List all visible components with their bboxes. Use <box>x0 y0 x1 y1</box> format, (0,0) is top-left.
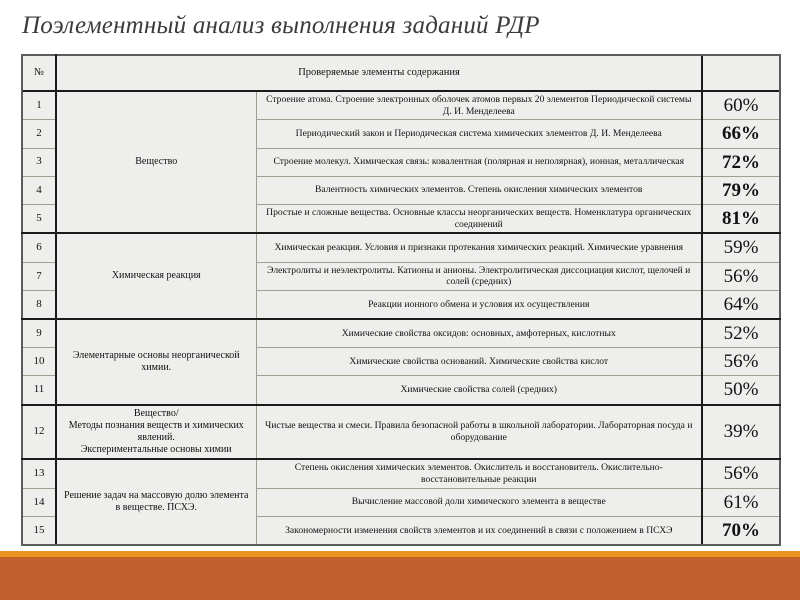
result-percent-cell: 66% <box>702 120 780 148</box>
content-element-cell: Простые и сложные вещества. Основные классы неорганических веществ. Номенклатура органических соединений <box>256 204 702 233</box>
content-block-cell: Химическая реакция <box>56 233 256 319</box>
row-number-cell: 2 <box>22 120 56 148</box>
result-percent-cell: 50% <box>702 376 780 405</box>
result-percent-cell: 81% <box>702 204 780 233</box>
row-number-cell: 15 <box>22 516 56 545</box>
content-element-cell: Химическая реакция. Условия и признаки протекания химических реакций. Химические уравнения <box>256 233 702 262</box>
header-percent-cell <box>702 55 780 91</box>
result-percent-cell: 56% <box>702 459 780 488</box>
table-header-row <box>22 55 780 91</box>
content-element-cell: Реакции ионного обмена и условия их осуществления <box>256 290 702 319</box>
header-elements-cell: Проверяемые элементы содержания <box>56 55 702 91</box>
row-number-cell: 13 <box>22 459 56 488</box>
content-block-cell: Вещество <box>56 91 256 233</box>
row-number-cell: 14 <box>22 488 56 516</box>
table-row <box>22 459 780 488</box>
content-block-cell: Вещество/ Методы познания веществ и химических явлений. Экспериментальные основы химии <box>56 405 256 460</box>
content-element-cell: Строение атома. Строение электронных оболочек атомов первых 20 элементов Периодической системы Д. И. Менделеева <box>256 91 702 120</box>
row-number-cell: 1 <box>22 91 56 120</box>
row-number-cell: 10 <box>22 348 56 376</box>
result-percent-cell: 79% <box>702 176 780 204</box>
content-element-cell: Периодический закон и Периодическая система химических элементов Д. И. Менделеева <box>256 120 702 148</box>
row-number-cell: 9 <box>22 319 56 348</box>
result-percent-cell: 64% <box>702 290 780 319</box>
footer-band <box>0 557 800 600</box>
row-number-cell: 3 <box>22 148 56 176</box>
row-number-cell: 12 <box>22 405 56 460</box>
content-element-cell: Вычисление массовой доли химического элемента в веществе <box>256 488 702 516</box>
table-row <box>22 233 780 262</box>
row-number-cell: 7 <box>22 262 56 290</box>
content-element-cell: Химические свойства солей (средних) <box>256 376 702 405</box>
content-element-cell: Химические свойства оснований. Химические свойства кислот <box>256 348 702 376</box>
row-number-cell: 6 <box>22 233 56 262</box>
result-percent-cell: 61% <box>702 488 780 516</box>
content-block-cell: Элементарные основы неорганической химии. <box>56 319 256 405</box>
result-percent-cell: 39% <box>702 405 780 460</box>
table-row <box>22 91 780 120</box>
result-percent-cell: 59% <box>702 233 780 262</box>
table-row <box>22 405 780 460</box>
page-title: Поэлементный анализ выполнения заданий РДР <box>22 12 540 39</box>
analysis-table-body <box>22 55 780 545</box>
row-number-cell: 4 <box>22 176 56 204</box>
result-percent-cell: 56% <box>702 262 780 290</box>
row-number-cell: 11 <box>22 376 56 405</box>
content-block-cell: Решение задач на массовую долю элемента в веществе. ПСХЭ. <box>56 459 256 545</box>
result-percent-cell: 72% <box>702 148 780 176</box>
row-number-cell: 8 <box>22 290 56 319</box>
content-element-cell: Химические свойства оксидов: основных, амфотерных, кислотных <box>256 319 702 348</box>
table-row <box>22 319 780 348</box>
result-percent-cell: 70% <box>702 516 780 545</box>
content-element-cell: Чистые вещества и смеси. Правила безопасной работы в школьной лаборатории. Лабораторная посуда и оборудование <box>256 405 702 460</box>
content-element-cell: Степень окисления химических элементов. Окислитель и восстановитель. Окислительно-восстановительные реакции <box>256 459 702 488</box>
result-percent-cell: 52% <box>702 319 780 348</box>
result-percent-cell: 60% <box>702 91 780 120</box>
analysis-table-container <box>21 54 779 546</box>
content-element-cell: Закономерности изменения свойств элементов и их соединений в связи с положением в ПСХЭ <box>256 516 702 545</box>
content-element-cell: Электролиты и неэлектролиты. Катионы и анионы. Электролитическая диссоциация кислот, щелочей и солей (средних) <box>256 262 702 290</box>
content-element-cell: Строение молекул. Химическая связь: ковалентная (полярная и неполярная), ионная, металлическая <box>256 148 702 176</box>
content-element-cell: Валентность химических элементов. Степень окисления химических элементов <box>256 176 702 204</box>
row-number-cell: 5 <box>22 204 56 233</box>
analysis-table <box>21 54 781 546</box>
header-number-cell: № <box>22 55 56 91</box>
result-percent-cell: 56% <box>702 348 780 376</box>
